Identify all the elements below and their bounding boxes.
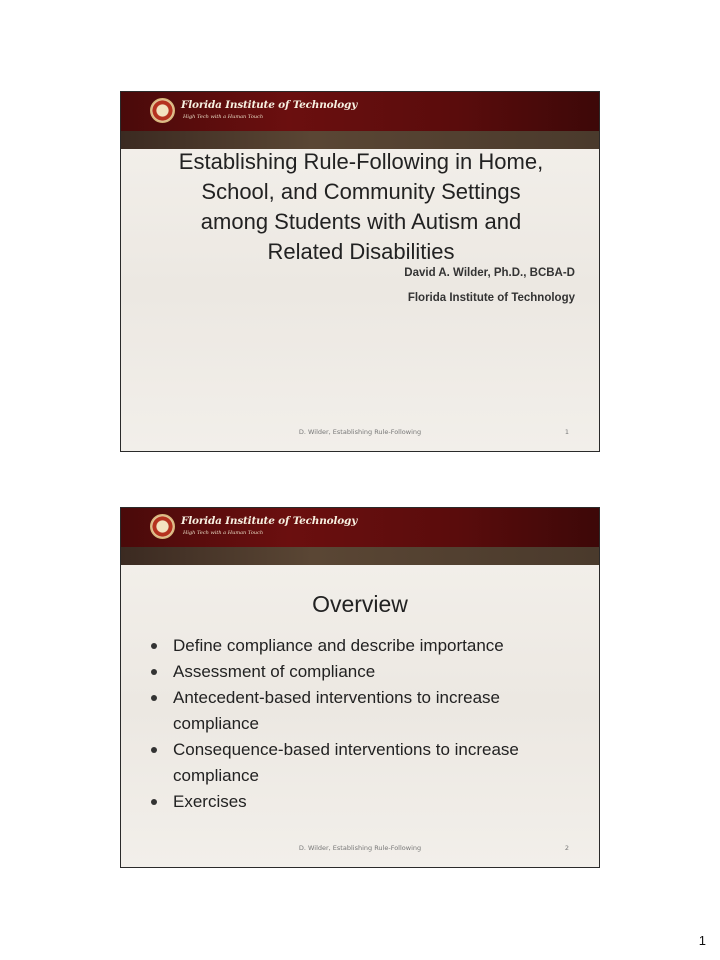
author-affiliation: Florida Institute of Technology [407,292,575,304]
university-name: Florida Institute of Technology [181,515,358,527]
bullet-icon [151,799,157,805]
slide-title: Overview [312,591,408,617]
bullet-icon [151,643,157,649]
slide-number: 2 [564,844,569,852]
bullet-icon [151,747,157,753]
bullet-text: Antecedent-based interventions to increase compliance [173,688,500,733]
slide-footer: D. Wilder, Establishing Rule-Following [298,844,422,852]
slide-header-banner [121,92,599,131]
bullet-text: Consequence-based interventions to increase compliance [173,740,519,785]
list-item [151,685,581,737]
slide-title [141,147,581,267]
list-item [151,633,581,659]
bullet-list [151,633,581,815]
title-line: School, and Community Settings [201,179,521,204]
bullet-text: Assessment of compliance [173,662,376,681]
list-item [151,737,581,789]
title-line: Establishing Rule-Following in Home, [178,149,544,174]
page-number: 1 [698,933,706,948]
university-tagline: High Tech with a Human Touch [183,530,264,536]
bullet-text: Define compliance and describe importance [173,636,504,655]
author-name: David A. Wilder, Ph.D., BCBA-D [404,267,575,279]
bullet-text: Exercises [173,792,247,811]
slide-footer: D. Wilder, Establishing Rule-Following [298,428,422,436]
slide-2 [120,507,600,868]
list-item [151,659,581,685]
header-stripe [121,547,599,565]
slide-number: 1 [564,428,569,436]
title-line: among Students with Autism and [200,209,522,234]
title-line: Related Disabilities [267,239,455,264]
bullet-icon [151,669,157,675]
university-seal-icon [150,514,175,539]
bullet-icon [151,695,157,701]
slide-header-banner [121,508,599,547]
university-tagline: High Tech with a Human Touch [183,114,264,120]
slide-1 [120,91,600,452]
university-name: Florida Institute of Technology [181,99,358,111]
university-seal-icon [150,98,175,123]
list-item [151,789,581,815]
